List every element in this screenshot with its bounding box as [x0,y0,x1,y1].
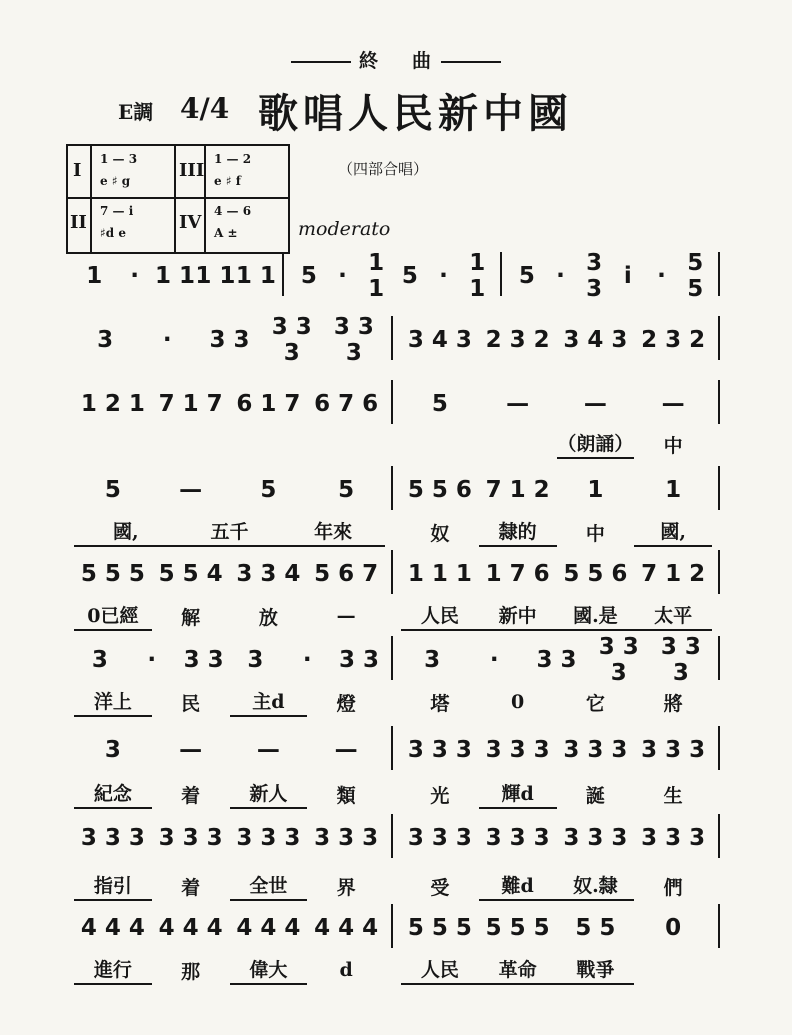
chord-roman: III [179,160,205,181]
note-group: 3 3 3 [236,825,301,851]
note-group: — [179,477,203,503]
bar-line [718,726,720,770]
lyric-text: 戰爭 [557,955,635,985]
chord-divider [174,146,176,252]
bar-line [718,550,720,594]
note-group: 6 7 6 [314,391,379,417]
chord-cell: 1 — 2 [214,152,252,166]
lyric-text: 放 [258,606,278,629]
bar-line [718,466,720,510]
note-group: 3 3 3 [485,737,550,763]
lyric-text: 民 [181,692,201,715]
note-group: 1 1 [195,263,236,289]
measure [74,910,385,946]
chord-cell: 1 — 3 [100,152,138,166]
note-group: 3 [247,647,264,673]
measure [74,258,276,294]
note-group: 3 3 3 [485,825,550,851]
note-group: 1 [86,263,103,289]
chord-cell: 7 — i [100,204,134,218]
lyric-text: 太平 [634,601,712,631]
lyric-text: 中 [663,434,683,457]
lyric-text: 界 [336,876,356,899]
note-group: 3 3 3 [641,825,706,851]
bar-line [718,904,720,948]
note-group: 5 [401,263,418,289]
note-group: 5 5 4 [158,561,223,587]
measure [74,472,385,508]
notation-row [66,556,720,592]
note-group: 1 7 6 [485,561,550,587]
note-group: 1 1 [469,250,486,302]
lyric-text: 主d [230,687,308,717]
note-group: · [657,263,666,289]
time-signature: 4/4 [180,92,230,125]
note-group: · [556,263,565,289]
bar-line [718,316,720,360]
lyric-text: 生 [663,784,683,807]
note-group: 4 4 4 [158,915,223,941]
note-group: 3 3 3 [333,314,374,366]
header-right: 曲 [412,50,434,72]
note-group: 5 5 5 [485,915,550,941]
chord-cell: A ± [214,226,238,240]
lyric-text: 國, [634,517,712,547]
lyric-text: 奴.隸 [557,871,635,901]
note-group: 4 4 4 [236,915,301,941]
note-group: 3 3 4 [236,561,301,587]
measure [401,556,712,592]
note-group: 5 [518,263,535,289]
bar-line [391,316,393,360]
lyrics-row [66,868,720,904]
header-rule-left [291,61,351,63]
note-group: 2 3 2 [641,327,706,353]
chord-table [66,144,290,254]
measure [292,250,494,302]
lyric-text: 國, [74,517,178,547]
chord-divider [68,197,288,199]
chord-cell: ♯d e [100,226,127,240]
lyric-text: 中 [585,522,605,545]
note-group: 5 [260,477,277,503]
note-group: 3 3 3 [563,825,628,851]
lyric-text: 類 [336,784,356,807]
note-group: — [583,391,607,417]
measure [401,634,712,686]
note-group: 1 1 [368,250,385,302]
chord-divider [90,146,92,252]
measure [74,598,385,634]
note-group: 1 [587,477,604,503]
note-group: 3 [424,647,441,673]
note-group: 5 5 6 [563,561,628,587]
note-group: 5 5 5 [407,915,472,941]
lyric-text: 解 [181,606,201,629]
lyric-text: 着 [181,876,201,899]
measure [401,426,712,462]
note-group: · [489,647,499,673]
measure [74,426,385,462]
measure [74,514,385,550]
lyric-text: 光 [430,784,450,807]
note-group: 3 3 3 [563,737,628,763]
measure [74,556,385,592]
bar-line [282,252,284,296]
lyric-text: 它 [585,692,605,715]
note-group: 5 5 5 [80,561,145,587]
note-group: 3 3 3 [660,634,701,686]
note-group: — [661,391,685,417]
note-group: 3 3 3 [271,314,312,366]
note-group: · [439,263,448,289]
measure [74,684,385,720]
notation-row [66,314,720,366]
bar-line [718,380,720,424]
measure [74,776,385,812]
notation-row [66,820,720,856]
note-group: i [623,263,632,289]
lyric-text: d [339,959,353,981]
chord-cell: e ♯ f [214,174,241,188]
song-subtitle: （四部合唱） [338,160,429,178]
note-group: 3 3 3 [314,825,379,851]
note-group: · [147,647,157,673]
lyric-text: 們 [663,876,683,899]
lyric-text: 難d [479,871,557,901]
chord-cell: e ♯ g [100,174,131,188]
lyric-text: 着 [181,784,201,807]
lyric-text: 全世 [230,871,308,901]
chord-roman: IV [179,212,202,233]
measure [74,952,385,988]
lyric-text: 將 [663,692,683,715]
bar-line [391,726,393,770]
lyric-text: 塔 [430,692,450,715]
chord-roman: II [70,212,87,233]
measure [74,642,385,678]
bar-line [391,380,393,424]
note-group: 4 4 4 [80,915,145,941]
lyric-text: 革命 [479,955,557,985]
notation-row [66,634,720,686]
note-group: · [162,327,172,353]
note-group: 2 3 2 [485,327,550,353]
note-group: 3 3 3 [641,737,706,763]
lyric-text: 紀念 [74,779,152,809]
bar-line [718,814,720,858]
note-group: 1 1 [235,263,276,289]
measure [401,910,712,946]
lyrics-row [66,776,720,812]
measure [401,386,712,422]
measure [401,598,712,634]
lyric-text: 人民 [401,955,479,985]
section-header [0,46,792,73]
lyric-text: 五千 [178,517,282,547]
lyric-text: 輝d [479,779,557,809]
lyric-text: （朗誦） [557,429,635,459]
bar-line [500,252,502,296]
lyric-text: 0 [511,691,525,713]
note-group: 3 [104,737,121,763]
tempo-marking: moderato [298,218,391,240]
lyrics-row [66,426,720,462]
bar-line [391,466,393,510]
note-group: 5 [300,263,317,289]
measure [74,868,385,904]
lyric-text: 國.是 [557,601,635,631]
lyric-text: 那 [181,960,201,983]
notation-row [66,386,720,422]
measure [74,732,385,768]
notation-row [66,250,720,302]
note-group: — [334,737,358,763]
lyric-text: 新人 [230,779,308,809]
measure [401,514,712,550]
note-group: 5 [338,477,355,503]
measure [74,820,385,856]
lyric-text: 誕 [585,784,605,807]
notation-row [66,732,720,768]
note-group: — [179,737,203,763]
measure [401,732,712,768]
lyric-text: 受 [430,876,450,899]
key-signature: E調 [118,100,154,124]
note-group: · [338,263,347,289]
chord-cell: 4 — 6 [214,204,252,218]
lyric-text: 偉大 [230,955,308,985]
lyric-text: 洋上 [74,687,152,717]
bar-line [391,636,393,680]
note-group: 3 3 [183,647,224,673]
measure [401,472,712,508]
note-group: 7 1 2 [485,477,550,503]
notation-row [66,472,720,508]
header-left: 終 [358,50,380,72]
note-group: 1 1 [155,263,196,289]
note-group: 3 3 3 [598,634,639,686]
note-group: 3 [97,327,114,353]
measure [401,868,712,904]
note-group: 6 1 7 [236,391,301,417]
measure [510,250,712,302]
note-group: 5 [431,391,448,417]
bar-line [391,904,393,948]
lyric-text: 燈 [336,692,356,715]
chord-roman: I [73,160,82,181]
song-title: 歌唱人民新中國 [258,90,573,137]
lyric-text: — [336,605,356,627]
note-group: 7 1 2 [641,561,706,587]
measure [401,684,712,720]
lyric-text: 人民 [401,601,479,631]
lyric-text: 隸的 [479,517,557,547]
measure [401,952,712,988]
note-group: 3 3 3 [158,825,223,851]
note-group: 4 4 4 [314,915,379,941]
measure [74,314,385,366]
note-group: 5 5 [687,250,704,302]
note-group: 3 3 [209,327,250,353]
note-group: 5 5 6 [407,477,472,503]
note-group: 3 3 [536,647,577,673]
note-group: 3 [91,647,108,673]
lyrics-row [66,952,720,988]
note-group: 1 1 1 [407,561,472,587]
lyric-text: 進行 [74,955,152,985]
note-group: 1 2 1 [80,391,145,417]
note-group: 3 3 3 [407,825,472,851]
bar-line [391,550,393,594]
note-group: 5 [104,477,121,503]
note-group: 1 [665,477,682,503]
note-group: 3 3 [339,647,380,673]
lyrics-row [66,684,720,720]
measure [401,322,712,358]
measure [401,776,712,812]
note-group: 3 4 3 [407,327,472,353]
lyric-text: 新中 [479,601,557,631]
header-rule-right [441,61,501,63]
lyric-text: 年來 [281,517,385,547]
note-group: 3 3 3 [80,825,145,851]
note-group: 3 3 [586,250,603,302]
lyrics-row [66,514,720,550]
note-group: 3 3 3 [407,737,472,763]
lyric-text: 指引 [74,871,152,901]
notation-row [66,910,720,946]
note-group: 3 4 3 [563,327,628,353]
note-group: — [256,737,280,763]
lyric-text: 奴 [430,522,450,545]
measure [401,820,712,856]
note-group: — [506,391,530,417]
bar-line [718,636,720,680]
note-group: 0 [665,915,682,941]
chord-divider [204,146,206,252]
note-group: 7 1 7 [158,391,223,417]
bar-line [391,814,393,858]
note-group: 5 5 [575,915,616,941]
lyric-text: 0已經 [74,601,152,631]
note-group: 5 6 7 [314,561,379,587]
note-group: · [302,647,312,673]
measure [74,386,385,422]
lyrics-row [66,598,720,634]
bar-line [718,252,720,296]
note-group: · [130,263,139,289]
